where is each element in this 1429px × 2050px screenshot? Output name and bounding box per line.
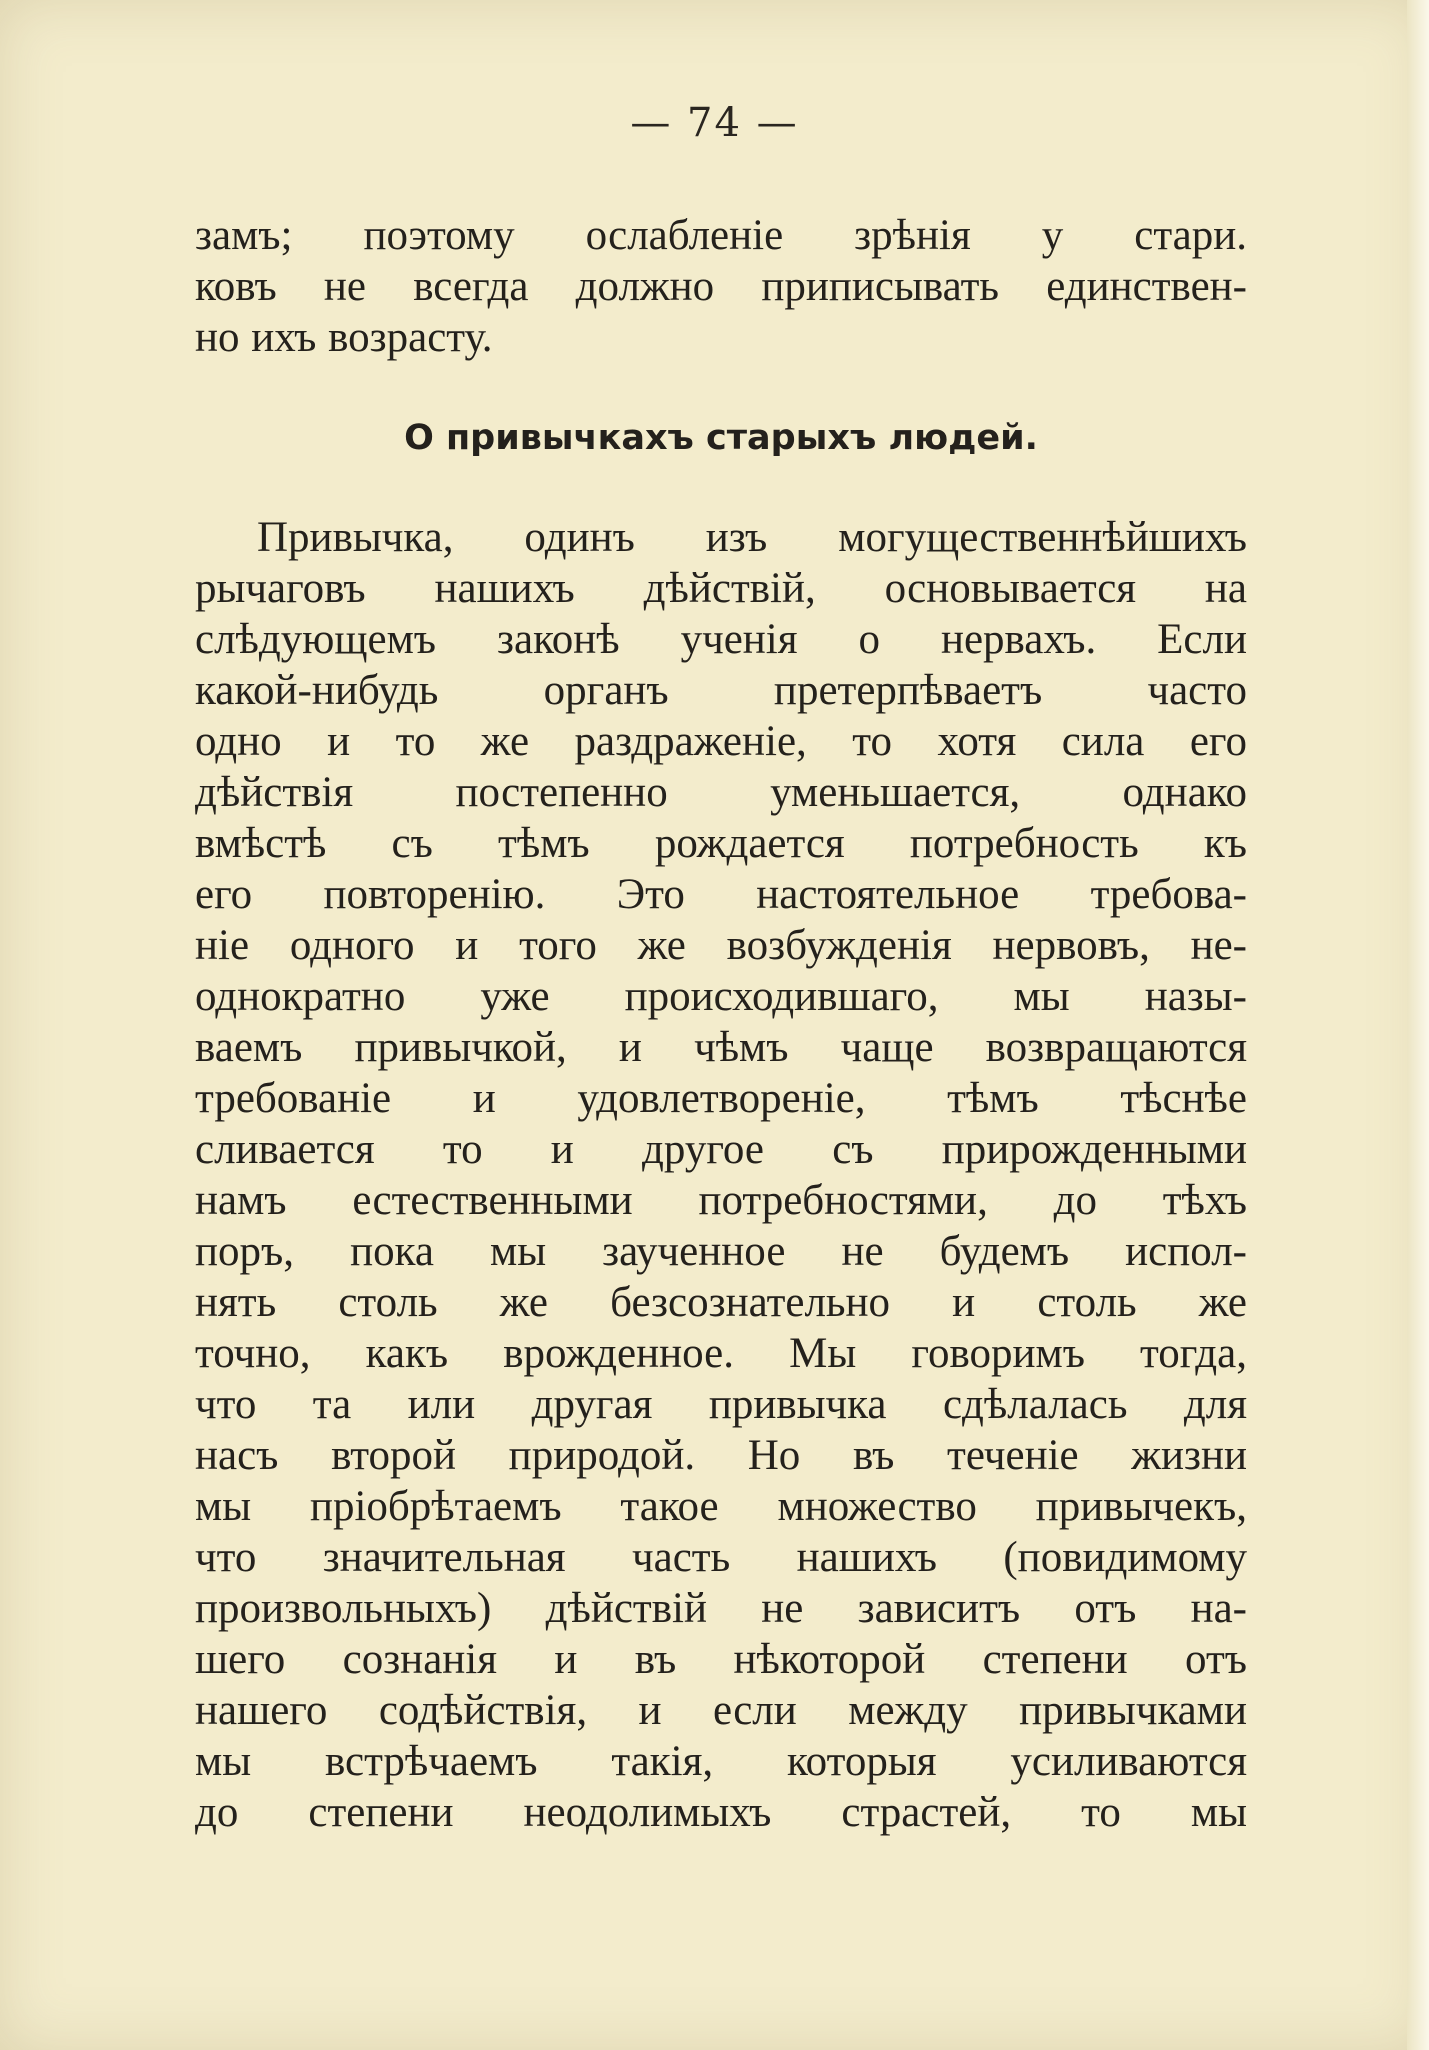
section-heading: О привычкахъ старыхъ людей.: [404, 418, 1038, 458]
text-line: сливается то и другое съ прирожденными: [195, 1126, 1247, 1173]
main-paragraph: [195, 512, 1247, 1838]
text-line: ніе одного и того же возбужденія нервовъ, не-: [195, 922, 1247, 969]
text-line: замъ; поэтому ослабленіе зрѣнія у стари.: [195, 212, 1247, 259]
text-line: однократно уже происходившаго, мы назы-: [195, 973, 1247, 1020]
text-line: произвольныхъ) дѣйствій не зависитъ отъ на-: [195, 1585, 1247, 1632]
text-line: мы пріобрѣтаемъ такое множество привычекъ,: [195, 1483, 1247, 1530]
page-number: — 74 —: [630, 100, 799, 146]
section-heading-wrap: [195, 418, 1247, 458]
text-line: какой-нибудь органъ претерпѣваетъ часто: [195, 667, 1247, 714]
text-line: насъ второй природой. Но въ теченіе жизни: [195, 1432, 1247, 1479]
text-line: точно, какъ врожденное. Мы говоримъ тогда,: [195, 1330, 1247, 1377]
text-line: ваемъ привычкой, и чѣмъ чаще возвращаются: [195, 1024, 1247, 1071]
top-paragraph: [195, 210, 1247, 363]
text-line: что значительная часть нашихъ (повидимому: [195, 1534, 1247, 1581]
text-line: нашего содѣйствія, и если между привычками: [195, 1687, 1247, 1734]
text-line: нять столь же безсознательно и столь же: [195, 1279, 1247, 1326]
text-line: слѣдующемъ законѣ ученія о нервахъ. Если: [195, 616, 1247, 663]
text-line: поръ, пока мы заученное не будемъ испол-: [195, 1228, 1247, 1275]
text-line: до степени неодолимыхъ страстей, то мы: [195, 1789, 1247, 1836]
text-line: дѣйствія постепенно уменьшается, однако: [195, 769, 1247, 816]
text-line: одно и то же раздраженіе, то хотя сила его: [195, 718, 1247, 765]
page-edge: [1407, 0, 1429, 2050]
text-line: Привычка, одинъ изъ могущественнѣйшихъ: [257, 514, 1247, 561]
text-line: требованіе и удовлетвореніе, тѣмъ тѣснѣе: [195, 1075, 1247, 1122]
text-line: намъ естественными потребностями, до тѣхъ: [195, 1177, 1247, 1224]
text-line: шего сознанія и въ нѣкоторой степени отъ: [195, 1636, 1247, 1683]
text-line: рычаговъ нашихъ дѣйствій, основывается на: [195, 565, 1247, 612]
text-line: его повторенію. Это настоятельное требова-: [195, 871, 1247, 918]
text-line: ковъ не всегда должно приписывать единствен-: [195, 263, 1247, 310]
text-line: но ихъ возрасту.: [195, 314, 493, 361]
text-line: мы встрѣчаемъ такія, которыя усиливаются: [195, 1738, 1247, 1785]
text-line: вмѣстѣ съ тѣмъ рождается потребность къ: [195, 820, 1247, 867]
text-line: что та или другая привычка сдѣлалась для: [195, 1381, 1247, 1428]
